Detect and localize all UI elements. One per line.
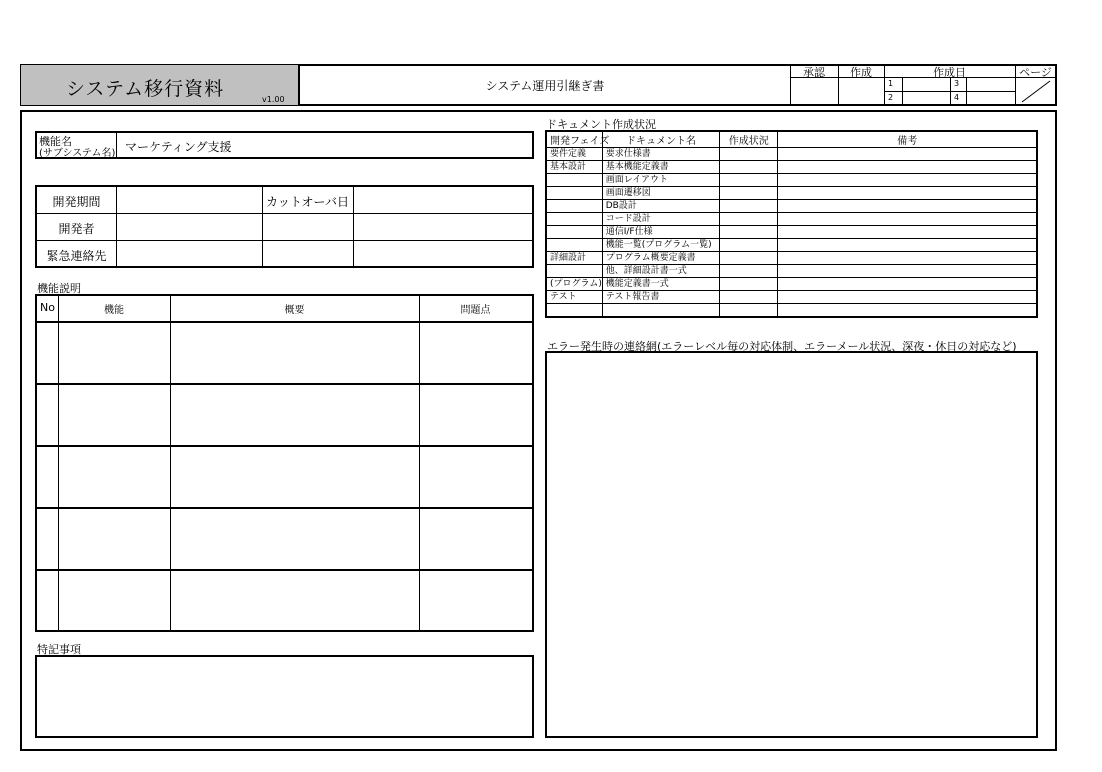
- doc-status-cell[interactable]: [720, 200, 778, 213]
- version-label: v1.00: [262, 95, 285, 104]
- col-no: No: [40, 301, 55, 314]
- doc-col-name: ドキュメント名: [602, 131, 719, 148]
- author-label: 作成: [850, 66, 872, 79]
- doc-phase-cell: [546, 304, 602, 317]
- doc-status-cell[interactable]: [720, 161, 778, 174]
- doc-phase-cell: 詳細設計: [546, 252, 602, 265]
- doc-status-cell[interactable]: [720, 304, 778, 317]
- doc-name-cell: 画面遷移図: [602, 187, 719, 200]
- function-desc-table: [35, 294, 534, 632]
- doc-remarks-cell[interactable]: [778, 187, 1037, 200]
- doc-remarks-cell[interactable]: [778, 304, 1037, 317]
- doc-remarks-cell[interactable]: [778, 239, 1037, 252]
- function-name-value[interactable]: マーケティング支援: [125, 140, 232, 154]
- documents-body: [546, 148, 1037, 317]
- doc-name-cell: 機能一覧(プログラム一覧): [602, 239, 719, 252]
- date-slot-2: 2: [888, 93, 894, 102]
- cutover-label: カットオーバ日: [266, 195, 349, 209]
- doc-phase-cell: [546, 226, 602, 239]
- doc-row: [546, 174, 1037, 187]
- documents-table-wrap: [545, 130, 1038, 318]
- col-function: 機能: [104, 305, 124, 316]
- doc-status-cell[interactable]: [720, 226, 778, 239]
- doc-row: [546, 265, 1037, 278]
- doc-status-cell[interactable]: [720, 239, 778, 252]
- dev-period-label: 開発期間: [52, 195, 101, 209]
- page-title: システム移行資料: [66, 78, 225, 100]
- doc-name-cell: [602, 304, 719, 317]
- doc-phase-cell: [546, 187, 602, 200]
- doc-row: [546, 304, 1037, 317]
- error-contact-box[interactable]: [545, 351, 1038, 738]
- doc-col-phase: 開発フェイズ: [546, 131, 602, 148]
- doc-remarks-cell[interactable]: [778, 174, 1037, 187]
- doc-row: [546, 226, 1037, 239]
- schedule-table: [35, 185, 534, 268]
- doc-name-cell: 通信I/F仕様: [602, 226, 719, 239]
- doc-name-cell: 画面レイアウト: [602, 174, 719, 187]
- doc-status-cell[interactable]: [720, 213, 778, 226]
- doc-phase-cell: 要件定義: [546, 148, 602, 161]
- function-name-label-1: 機能名: [39, 135, 72, 148]
- doc-status-cell[interactable]: [720, 252, 778, 265]
- function-name-label-2: (サブシステム名): [39, 148, 116, 159]
- date-slot-4: 4: [954, 93, 960, 102]
- doc-remarks-cell[interactable]: [778, 226, 1037, 239]
- documents-title: ドキュメント作成状況: [546, 118, 656, 131]
- doc-remarks-cell[interactable]: [778, 161, 1037, 174]
- doc-row: [546, 161, 1037, 174]
- doc-status-cell[interactable]: [720, 278, 778, 291]
- doc-status-cell[interactable]: [720, 187, 778, 200]
- notes-box[interactable]: [35, 655, 534, 738]
- doc-remarks-cell[interactable]: [778, 278, 1037, 291]
- doc-row: [546, 148, 1037, 161]
- doc-remarks-cell[interactable]: [778, 291, 1037, 304]
- emergency-contact-label: 緊急連絡先: [46, 249, 107, 263]
- doc-name-cell: テスト報告書: [602, 291, 719, 304]
- doc-phase-cell: テスト: [546, 291, 602, 304]
- document-subtitle: システム運用引継ぎ書: [485, 79, 605, 93]
- date-slot-3: 3: [954, 79, 960, 88]
- doc-col-remarks: 備考: [778, 131, 1037, 148]
- doc-phase-cell: [546, 213, 602, 226]
- doc-row: [546, 187, 1037, 200]
- date-slot-1: 1: [888, 79, 894, 88]
- doc-phase-cell: [546, 174, 602, 187]
- doc-remarks-cell[interactable]: [778, 252, 1037, 265]
- doc-remarks-cell[interactable]: [778, 148, 1037, 161]
- doc-name-cell: 要求仕様書: [602, 148, 719, 161]
- date-label: 作成日: [933, 66, 966, 79]
- doc-row: [546, 200, 1037, 213]
- doc-status-cell[interactable]: [720, 291, 778, 304]
- doc-phase-cell: [546, 239, 602, 252]
- doc-name-cell: 他、詳細設計書一式: [602, 265, 719, 278]
- doc-row: [546, 239, 1037, 252]
- col-issues: 問題点: [460, 305, 491, 316]
- approval-label: 承認: [803, 66, 825, 79]
- function-desc-title: 機能説明: [37, 282, 81, 295]
- doc-name-cell: コード設計: [602, 213, 719, 226]
- documents-table: [545, 130, 1038, 318]
- developer-label: 開発者: [58, 222, 95, 236]
- doc-remarks-cell[interactable]: [778, 200, 1037, 213]
- doc-name-cell: プログラム概要定義書: [602, 252, 719, 265]
- function-name-box: [35, 131, 534, 159]
- doc-status-cell[interactable]: [720, 265, 778, 278]
- doc-phase-cell: [546, 265, 602, 278]
- doc-col-status: 作成状況: [720, 131, 778, 148]
- col-summary: 概要: [284, 305, 305, 316]
- doc-phase-cell: (プログラム): [546, 278, 602, 291]
- doc-remarks-cell[interactable]: [778, 213, 1037, 226]
- doc-row: [546, 291, 1037, 304]
- error-contact-title: エラー発生時の連絡網(エラーレベル毎の対応体制、エラーメール状況、深夜・休日の対応など): [547, 340, 1017, 353]
- doc-row: [546, 278, 1037, 291]
- doc-phase-cell: 基本設計: [546, 161, 602, 174]
- doc-row: [546, 252, 1037, 265]
- approval-block: [790, 65, 1056, 105]
- notes-title: 特記事項: [37, 643, 81, 656]
- doc-name-cell: 機能定義書一式: [602, 278, 719, 291]
- page-label: ページ: [1019, 66, 1052, 79]
- doc-phase-cell: [546, 200, 602, 213]
- doc-row: [546, 213, 1037, 226]
- page-diagonal-line: [1016, 78, 1056, 105]
- doc-name-cell: 基本機能定義書: [602, 161, 719, 174]
- doc-status-cell[interactable]: [720, 148, 778, 161]
- doc-name-cell: DB設計: [602, 200, 719, 213]
- doc-remarks-cell[interactable]: [778, 265, 1037, 278]
- doc-status-cell[interactable]: [720, 174, 778, 187]
